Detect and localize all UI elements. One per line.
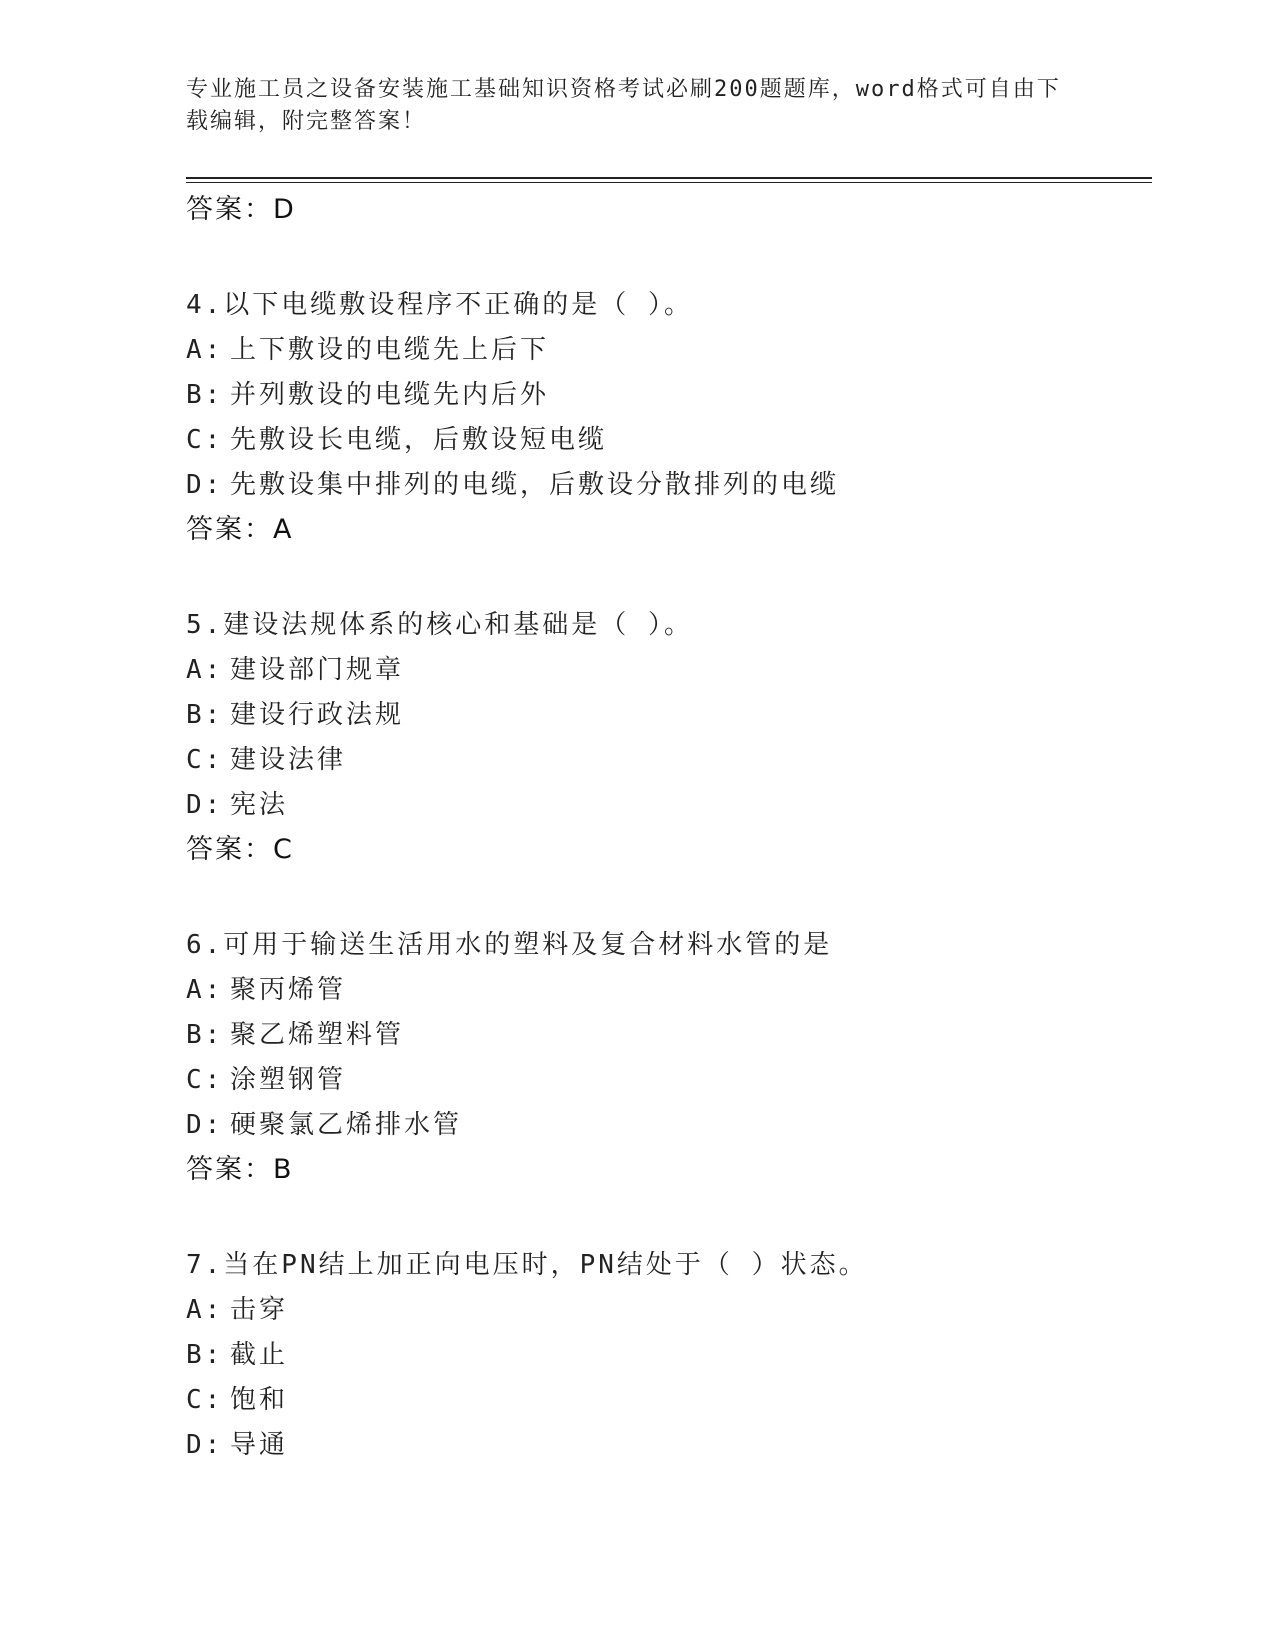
- option-text: 宪法: [230, 790, 289, 820]
- option-text: 先敷设长电缆，后敷设短电缆: [230, 425, 608, 455]
- option-key: B:: [186, 700, 224, 730]
- option-key: C:: [186, 1065, 224, 1095]
- question-stem: 6.可用于输送生活用水的塑料及复合材料水管的是: [186, 930, 833, 960]
- option-d: [186, 463, 1146, 508]
- option-b: [186, 1013, 1146, 1058]
- option-c: [186, 1058, 1146, 1103]
- option-key: D:: [186, 470, 224, 500]
- option-text: 建设行政法规: [230, 700, 405, 730]
- option-key: A:: [186, 655, 224, 685]
- option-a: [186, 1288, 1146, 1333]
- option-key: D:: [186, 1430, 224, 1460]
- option-key: B:: [186, 380, 224, 410]
- option-key: B:: [186, 1340, 224, 1370]
- option-key: C:: [186, 425, 224, 455]
- option-text: 上下敷设的电缆先上后下: [230, 335, 550, 365]
- option-a: [186, 968, 1146, 1013]
- question-item: [186, 283, 1146, 548]
- option-text: 建设部门规章: [230, 655, 405, 685]
- option-text: 饱和: [230, 1385, 289, 1415]
- option-key: B:: [186, 1020, 224, 1050]
- question-item: [186, 923, 1146, 1188]
- option-c: [186, 418, 1146, 463]
- option-text: 并列敷设的电缆先内后外: [230, 380, 550, 410]
- option-text: 击穿: [230, 1295, 289, 1325]
- option-d: [186, 783, 1146, 828]
- option-text: 导通: [230, 1430, 289, 1460]
- question-item: [186, 1243, 1146, 1468]
- option-text: 先敷设集中排列的电缆，后敷设分散排列的电缆: [230, 470, 840, 500]
- option-text: 聚丙烯管: [230, 975, 347, 1005]
- option-text: 硬聚氯乙烯排水管: [230, 1110, 463, 1140]
- question-stem: 7.当在PN结上加正向电压时，PN结处于（ ）状态。: [186, 1250, 868, 1280]
- question-stem: 4.以下电缆敷设程序不正确的是（ ）。: [186, 290, 693, 320]
- document-header: 专业施工员之设备安装施工基础知识资格考试必刷200题题库，word格式可自由下载编辑，附完整答案！: [186, 77, 1061, 134]
- option-key: A:: [186, 1295, 224, 1325]
- option-text: 截止: [230, 1340, 289, 1370]
- option-key: D:: [186, 790, 224, 820]
- option-text: 聚乙烯塑料管: [230, 1020, 405, 1050]
- answer-line: 答案：D: [186, 194, 296, 225]
- option-key: C:: [186, 1385, 224, 1415]
- option-key: A:: [186, 335, 224, 365]
- option-text: 涂塑钢管: [230, 1065, 347, 1095]
- question-stem: 5.建设法规体系的核心和基础是（ ）。: [186, 610, 693, 640]
- option-d: [186, 1103, 1146, 1148]
- question-list: [186, 192, 1146, 1468]
- option-d: [186, 1423, 1146, 1468]
- header-divider: [186, 177, 1152, 183]
- option-a: [186, 648, 1146, 693]
- answer-line: 答案：A: [186, 514, 294, 545]
- option-text: 建设法律: [230, 745, 347, 775]
- option-c: [186, 738, 1146, 783]
- option-b: [186, 1333, 1146, 1378]
- option-c: [186, 1378, 1146, 1423]
- option-b: [186, 693, 1146, 738]
- option-key: C:: [186, 745, 224, 775]
- option-b: [186, 373, 1146, 418]
- answer-line: 答案：B: [186, 1154, 294, 1185]
- option-key: D:: [186, 1110, 224, 1140]
- option-key: A:: [186, 975, 224, 1005]
- option-a: [186, 328, 1146, 373]
- question-item: [186, 603, 1146, 868]
- answer-line: 答案：C: [186, 834, 294, 865]
